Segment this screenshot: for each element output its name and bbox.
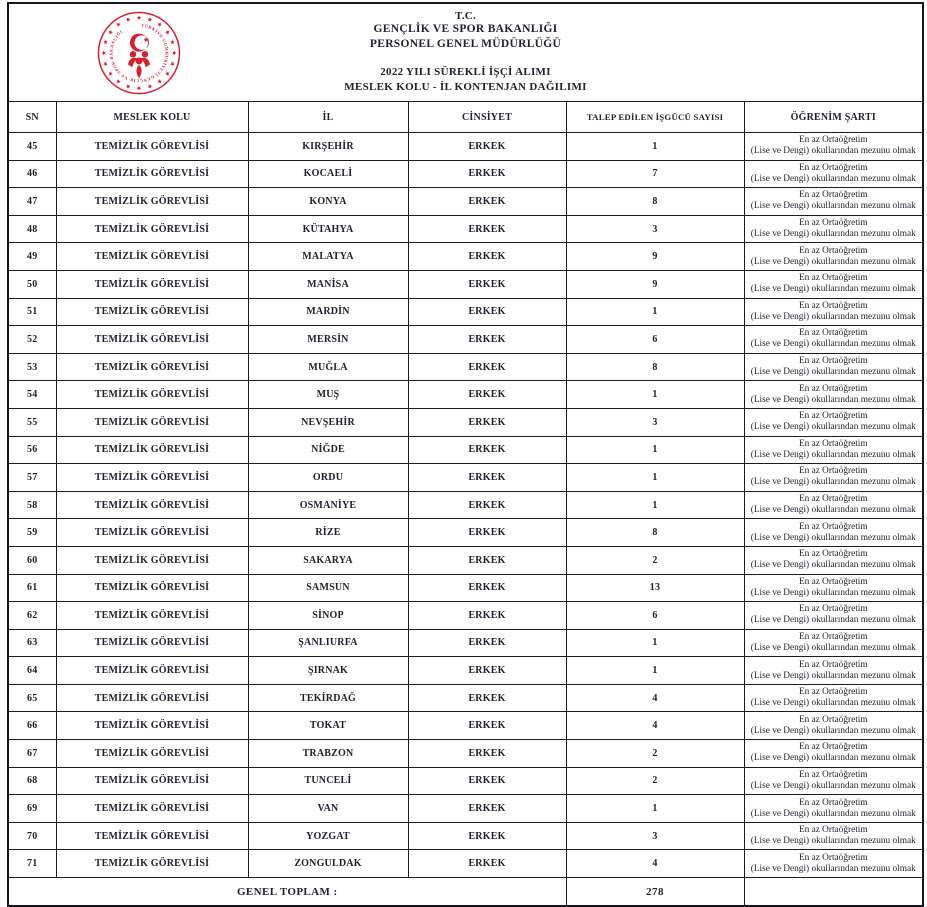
sn-cell: 45 — [8, 133, 56, 161]
il-cell: OSMANİYE — [248, 491, 408, 519]
table-row — [8, 712, 923, 740]
il-cell: TRABZON — [248, 740, 408, 768]
cinsiyet-cell: ERKEK — [408, 188, 566, 216]
table-row — [8, 519, 923, 547]
table-row — [8, 629, 923, 657]
ogrenim-line2: (Lise ve Dengi) okullarından mezunu olmak — [750, 367, 916, 378]
ogrenim-cell — [744, 298, 923, 326]
cinsiyet-cell: ERKEK — [408, 629, 566, 657]
sn-cell: 56 — [8, 436, 56, 464]
sn-cell: 58 — [8, 491, 56, 519]
ogrenim-line2: (Lise ve Dengi) okullarından mezunu olmak — [750, 201, 916, 212]
sayi-cell: 2 — [566, 740, 744, 768]
ogrenim-line1: En az Ortaöğretim — [798, 273, 868, 284]
ogrenim-cell — [744, 850, 923, 878]
cinsiyet-cell: ERKEK — [408, 436, 566, 464]
ogrenim-line1: En az Ortaöğretim — [798, 714, 868, 725]
logo-crescent-star-figures — [128, 34, 150, 79]
ogrenim-cell — [744, 464, 923, 492]
meslek-cell: TEMİZLİK GÖREVLİSİ — [56, 215, 248, 243]
meslek-cell: TEMİZLİK GÖREVLİSİ — [56, 491, 248, 519]
ogrenim-line1: En az Ortaöğretim — [798, 218, 868, 229]
ogrenim-line1: En az Ortaöğretim — [798, 411, 868, 422]
meslek-cell: TEMİZLİK GÖREVLİSİ — [56, 326, 248, 354]
cinsiyet-cell: ERKEK — [408, 767, 566, 795]
sn-cell: 68 — [8, 767, 56, 795]
ogrenim-line2: (Lise ve Dengi) okullarından mezunu olmak — [750, 725, 916, 736]
il-cell: ŞIRNAK — [248, 657, 408, 685]
ogrenim-line2: (Lise ve Dengi) okullarından mezunu olmak — [750, 229, 916, 240]
sayi-cell: 1 — [566, 381, 744, 409]
sayi-cell: 8 — [566, 188, 744, 216]
sayi-cell: 3 — [566, 408, 744, 436]
ogrenim-line1: En az Ortaöğretim — [798, 659, 868, 670]
sn-cell: 59 — [8, 519, 56, 547]
ogrenim-cell — [744, 629, 923, 657]
sayi-cell: 4 — [566, 850, 744, 878]
sn-cell: 65 — [8, 684, 56, 712]
ogrenim-line2: (Lise ve Dengi) okullarından mezunu olmak — [750, 780, 916, 791]
sn-cell: 63 — [8, 629, 56, 657]
meslek-cell: TEMİZLİK GÖREVLİSİ — [56, 602, 248, 630]
table-row — [8, 215, 923, 243]
ogrenim-line2: (Lise ve Dengi) okullarından mezunu olmak — [750, 560, 916, 571]
sn-cell: 64 — [8, 657, 56, 685]
table-row — [8, 822, 923, 850]
sn-cell: 67 — [8, 740, 56, 768]
sn-cell: 54 — [8, 381, 56, 409]
col-header-ogrenim: ÖĞRENİM ŞARTI — [744, 102, 923, 133]
ogrenim-line2: (Lise ve Dengi) okullarından mezunu olmak — [750, 836, 916, 847]
ogrenim-cell — [744, 160, 923, 188]
cinsiyet-cell: ERKEK — [408, 464, 566, 492]
il-cell: RİZE — [248, 519, 408, 547]
ogrenim-line1: En az Ortaöğretim — [798, 604, 868, 615]
ogrenim-line1: En az Ortaöğretim — [798, 383, 868, 394]
ogrenim-line2: (Lise ve Dengi) okullarından mezunu olmak — [750, 339, 916, 350]
ogrenim-line2: (Lise ve Dengi) okullarından mezunu olmak — [750, 587, 916, 598]
sayi-cell: 2 — [566, 767, 744, 795]
il-cell: MANİSA — [248, 270, 408, 298]
sn-cell: 51 — [8, 298, 56, 326]
il-cell: SAKARYA — [248, 546, 408, 574]
cinsiyet-cell: ERKEK — [408, 243, 566, 271]
il-cell: MUĞLA — [248, 353, 408, 381]
cinsiyet-cell: ERKEK — [408, 850, 566, 878]
table-body — [8, 133, 923, 878]
meslek-cell: TEMİZLİK GÖREVLİSİ — [56, 850, 248, 878]
sayi-cell: 2 — [566, 546, 744, 574]
ogrenim-cell — [744, 822, 923, 850]
cinsiyet-cell: ERKEK — [408, 353, 566, 381]
table-row — [8, 270, 923, 298]
sn-cell: 48 — [8, 215, 56, 243]
cinsiyet-cell: ERKEK — [408, 215, 566, 243]
ogrenim-cell — [744, 353, 923, 381]
cinsiyet-cell: ERKEK — [408, 657, 566, 685]
sn-cell: 66 — [8, 712, 56, 740]
sayi-cell: 6 — [566, 602, 744, 630]
ogrenim-line1: En az Ortaöğretim — [798, 162, 868, 173]
sn-cell: 71 — [8, 850, 56, 878]
meslek-cell: TEMİZLİK GÖREVLİSİ — [56, 822, 248, 850]
sayi-cell: 8 — [566, 519, 744, 547]
table-row — [8, 574, 923, 602]
column-header-row — [8, 102, 923, 133]
table-row — [8, 767, 923, 795]
cinsiyet-cell: ERKEK — [408, 822, 566, 850]
il-cell: KÜTAHYA — [248, 215, 408, 243]
ogrenim-cell — [744, 408, 923, 436]
ogrenim-line2: (Lise ve Dengi) okullarından mezunu olmak — [750, 698, 916, 709]
col-header-il: İL — [248, 102, 408, 133]
table-row — [8, 408, 923, 436]
cinsiyet-cell: ERKEK — [408, 602, 566, 630]
sn-cell: 53 — [8, 353, 56, 381]
ogrenim-cell — [744, 795, 923, 823]
sayi-cell: 1 — [566, 629, 744, 657]
ogrenim-line2: (Lise ve Dengi) okullarından mezunu olmak — [750, 422, 916, 433]
title-row — [8, 3, 923, 102]
il-cell: MARDİN — [248, 298, 408, 326]
sayi-cell: 1 — [566, 436, 744, 464]
ogrenim-line1: En az Ortaöğretim — [798, 631, 868, 642]
cinsiyet-cell: ERKEK — [408, 795, 566, 823]
grand-total-value: 278 — [566, 878, 744, 907]
ogrenim-line1: En az Ortaöğretim — [798, 687, 868, 698]
ogrenim-line1: En az Ortaöğretim — [798, 549, 868, 560]
il-cell: ZONGULDAK — [248, 850, 408, 878]
sayi-cell: 4 — [566, 684, 744, 712]
ogrenim-cell — [744, 243, 923, 271]
sn-cell: 47 — [8, 188, 56, 216]
ogrenim-line2: (Lise ve Dengi) okullarından mezunu olmak — [750, 284, 916, 295]
ogrenim-line1: En az Ortaöğretim — [798, 769, 868, 780]
cinsiyet-cell: ERKEK — [408, 491, 566, 519]
table-row — [8, 795, 923, 823]
title-ministry: GENÇLİK VE SPOR BAKANLIĞI — [373, 23, 558, 35]
il-cell: ORDU — [248, 464, 408, 492]
meslek-cell: TEMİZLİK GÖREVLİSİ — [56, 133, 248, 161]
title-block — [8, 3, 923, 102]
title-tc: T.C. — [454, 10, 477, 22]
cinsiyet-cell: ERKEK — [408, 381, 566, 409]
sn-cell: 57 — [8, 464, 56, 492]
ogrenim-line2: (Lise ve Dengi) okullarından mezunu olmak — [750, 642, 916, 653]
table-row — [8, 491, 923, 519]
table-row — [8, 850, 923, 878]
ogrenim-line2: (Lise ve Dengi) okullarından mezunu olmak — [750, 753, 916, 764]
meslek-cell: TEMİZLİK GÖREVLİSİ — [56, 519, 248, 547]
ogrenim-cell — [744, 133, 923, 161]
meslek-cell: TEMİZLİK GÖREVLİSİ — [56, 408, 248, 436]
cinsiyet-cell: ERKEK — [408, 574, 566, 602]
sayi-cell: 1 — [566, 657, 744, 685]
cinsiyet-cell: ERKEK — [408, 546, 566, 574]
sayi-cell: 9 — [566, 270, 744, 298]
ogrenim-line1: En az Ortaöğretim — [798, 245, 868, 256]
ogrenim-line1: En az Ortaöğretim — [798, 135, 868, 146]
meslek-cell: TEMİZLİK GÖREVLİSİ — [56, 574, 248, 602]
table-row — [8, 436, 923, 464]
ogrenim-cell — [744, 657, 923, 685]
cinsiyet-cell: ERKEK — [408, 712, 566, 740]
sayi-cell: 13 — [566, 574, 744, 602]
sayi-cell: 6 — [566, 326, 744, 354]
ogrenim-line1: En az Ortaöğretim — [798, 742, 868, 753]
meslek-cell: TEMİZLİK GÖREVLİSİ — [56, 657, 248, 685]
ogrenim-line2: (Lise ve Dengi) okullarından mezunu olmak — [750, 532, 916, 543]
il-cell: TOKAT — [248, 712, 408, 740]
meslek-cell: TEMİZLİK GÖREVLİSİ — [56, 353, 248, 381]
ogrenim-line2: (Lise ve Dengi) okullarından mezunu olmak — [750, 394, 916, 405]
il-cell: KONYA — [248, 188, 408, 216]
sn-cell: 62 — [8, 602, 56, 630]
il-cell: VAN — [248, 795, 408, 823]
ogrenim-line2: (Lise ve Dengi) okullarından mezunu olmak — [750, 449, 916, 460]
table-row — [8, 464, 923, 492]
sayi-cell: 1 — [566, 133, 744, 161]
ogrenim-line2: (Lise ve Dengi) okullarından mezunu olmak — [750, 477, 916, 488]
ogrenim-line2: (Lise ve Dengi) okullarından mezunu olmak — [750, 311, 916, 322]
ogrenim-line2: (Lise ve Dengi) okullarından mezunu olmak — [750, 146, 916, 157]
ogrenim-line1: En az Ortaöğretim — [798, 576, 868, 587]
ogrenim-cell — [744, 740, 923, 768]
ogrenim-line1: En az Ortaöğretim — [798, 190, 868, 201]
table-row — [8, 188, 923, 216]
title-directorate: PERSONEL GENEL MÜDÜRLÜĞÜ — [369, 38, 562, 50]
meslek-cell: TEMİZLİK GÖREVLİSİ — [56, 464, 248, 492]
ogrenim-line1: En az Ortaöğretim — [798, 356, 868, 367]
grand-total-label: GENEL TOPLAM : — [8, 878, 566, 907]
cinsiyet-cell: ERKEK — [408, 133, 566, 161]
il-cell: MALATYA — [248, 243, 408, 271]
col-header-cinsiyet: CİNSİYET — [408, 102, 566, 133]
ogrenim-line2: (Lise ve Dengi) okullarından mezunu olmak — [750, 863, 916, 874]
col-header-talep: TALEP EDİLEN İŞGÜCÜ SAYISI — [566, 102, 744, 133]
table-row — [8, 243, 923, 271]
sayi-cell: 9 — [566, 243, 744, 271]
sn-cell: 46 — [8, 160, 56, 188]
il-cell: KIRŞEHİR — [248, 133, 408, 161]
il-cell: TUNCELİ — [248, 767, 408, 795]
table-row — [8, 546, 923, 574]
ogrenim-line2: (Lise ve Dengi) okullarından mezunu olmak — [750, 505, 916, 516]
sayi-cell: 7 — [566, 160, 744, 188]
il-cell: NİĞDE — [248, 436, 408, 464]
meslek-cell: TEMİZLİK GÖREVLİSİ — [56, 740, 248, 768]
sayi-cell: 3 — [566, 822, 744, 850]
ogrenim-cell — [744, 270, 923, 298]
ogrenim-line2: (Lise ve Dengi) okullarından mezunu olmak — [750, 256, 916, 267]
ogrenim-line1: En az Ortaöğretim — [798, 825, 868, 836]
sn-cell: 70 — [8, 822, 56, 850]
il-cell: MUŞ — [248, 381, 408, 409]
meslek-cell: TEMİZLİK GÖREVLİSİ — [56, 188, 248, 216]
il-cell: YOZGAT — [248, 822, 408, 850]
ogrenim-cell — [744, 684, 923, 712]
ministry-logo-icon — [97, 11, 181, 95]
ogrenim-line1: En az Ortaöğretim — [798, 797, 868, 808]
ogrenim-cell — [744, 767, 923, 795]
sn-cell: 60 — [8, 546, 56, 574]
table-row — [8, 602, 923, 630]
cinsiyet-cell: ERKEK — [408, 160, 566, 188]
ogrenim-cell — [744, 574, 923, 602]
ogrenim-cell — [744, 188, 923, 216]
ogrenim-cell — [744, 491, 923, 519]
ogrenim-line2: (Lise ve Dengi) okullarından mezunu olmak — [750, 615, 916, 626]
ogrenim-line1: En az Ortaöğretim — [798, 521, 868, 532]
sn-cell: 55 — [8, 408, 56, 436]
sayi-cell: 1 — [566, 795, 744, 823]
ogrenim-line1: En az Ortaöğretim — [798, 300, 868, 311]
cinsiyet-cell: ERKEK — [408, 684, 566, 712]
cinsiyet-cell: ERKEK — [408, 326, 566, 354]
sn-cell: 49 — [8, 243, 56, 271]
meslek-cell: TEMİZLİK GÖREVLİSİ — [56, 712, 248, 740]
il-cell: KOCAELİ — [248, 160, 408, 188]
ogrenim-cell — [744, 602, 923, 630]
cinsiyet-cell: ERKEK — [408, 519, 566, 547]
sn-cell: 52 — [8, 326, 56, 354]
sn-cell: 61 — [8, 574, 56, 602]
sayi-cell: 1 — [566, 491, 744, 519]
col-header-sn: SN — [8, 102, 56, 133]
ogrenim-cell — [744, 712, 923, 740]
meslek-cell: TEMİZLİK GÖREVLİSİ — [56, 767, 248, 795]
ogrenim-line1: En az Ortaöğretim — [798, 328, 868, 339]
meslek-cell: TEMİZLİK GÖREVLİSİ — [56, 243, 248, 271]
ogrenim-cell — [744, 436, 923, 464]
kontenjan-table — [7, 2, 924, 907]
table-row — [8, 160, 923, 188]
cinsiyet-cell: ERKEK — [408, 298, 566, 326]
logo-ring-text: TÜRKİYE CUMHURİYETİ GENÇLİK VE SPOR BAKANLIĞI — [108, 22, 170, 84]
ogrenim-line1: En az Ortaöğretim — [798, 494, 868, 505]
meslek-cell: TEMİZLİK GÖREVLİSİ — [56, 684, 248, 712]
sayi-cell: 1 — [566, 298, 744, 326]
cinsiyet-cell: ERKEK — [408, 408, 566, 436]
meslek-cell: TEMİZLİK GÖREVLİSİ — [56, 546, 248, 574]
sn-cell: 50 — [8, 270, 56, 298]
il-cell: TEKİRDAĞ — [248, 684, 408, 712]
table-row — [8, 298, 923, 326]
table-row — [8, 133, 923, 161]
meslek-cell: TEMİZLİK GÖREVLİSİ — [56, 629, 248, 657]
cinsiyet-cell: ERKEK — [408, 740, 566, 768]
table-row — [8, 353, 923, 381]
ogrenim-line1: En az Ortaöğretim — [798, 438, 868, 449]
ogrenim-line1: En az Ortaöğretim — [798, 466, 868, 477]
meslek-cell: TEMİZLİK GÖREVLİSİ — [56, 160, 248, 188]
table-row — [8, 684, 923, 712]
ogrenim-cell — [744, 519, 923, 547]
ogrenim-cell — [744, 381, 923, 409]
sayi-cell: 4 — [566, 712, 744, 740]
meslek-cell: TEMİZLİK GÖREVLİSİ — [56, 436, 248, 464]
ogrenim-line2: (Lise ve Dengi) okullarından mezunu olmak — [750, 173, 916, 184]
il-cell: MERSİN — [248, 326, 408, 354]
il-cell: ŞANLIURFA — [248, 629, 408, 657]
il-cell: SİNOP — [248, 602, 408, 630]
table-row — [8, 740, 923, 768]
ogrenim-line2: (Lise ve Dengi) okullarından mezunu olmak — [750, 808, 916, 819]
ogrenim-line2: (Lise ve Dengi) okullarından mezunu olmak — [750, 670, 916, 681]
meslek-cell: TEMİZLİK GÖREVLİSİ — [56, 298, 248, 326]
table-row — [8, 657, 923, 685]
sayi-cell: 1 — [566, 464, 744, 492]
ogrenim-cell — [744, 326, 923, 354]
sayi-cell: 3 — [566, 215, 744, 243]
ogrenim-cell — [744, 546, 923, 574]
ogrenim-line1: En az Ortaöğretim — [798, 852, 868, 863]
il-cell: NEVŞEHİR — [248, 408, 408, 436]
col-header-meslek: MESLEK KOLU — [56, 102, 248, 133]
meslek-cell: TEMİZLİK GÖREVLİSİ — [56, 795, 248, 823]
meslek-cell: TEMİZLİK GÖREVLİSİ — [56, 381, 248, 409]
meslek-cell: TEMİZLİK GÖREVLİSİ — [56, 270, 248, 298]
table-row — [8, 381, 923, 409]
cinsiyet-cell: ERKEK — [408, 270, 566, 298]
sayi-cell: 8 — [566, 353, 744, 381]
doc-title-line2: MESLEK KOLU - İL KONTENJAN DAĞILIMI — [344, 81, 587, 93]
table-row — [8, 326, 923, 354]
ogrenim-cell — [744, 215, 923, 243]
il-cell: SAMSUN — [248, 574, 408, 602]
sn-cell: 69 — [8, 795, 56, 823]
doc-title-line1: 2022 YILI SÜREKLİ İŞÇİ ALIMI — [380, 66, 551, 78]
